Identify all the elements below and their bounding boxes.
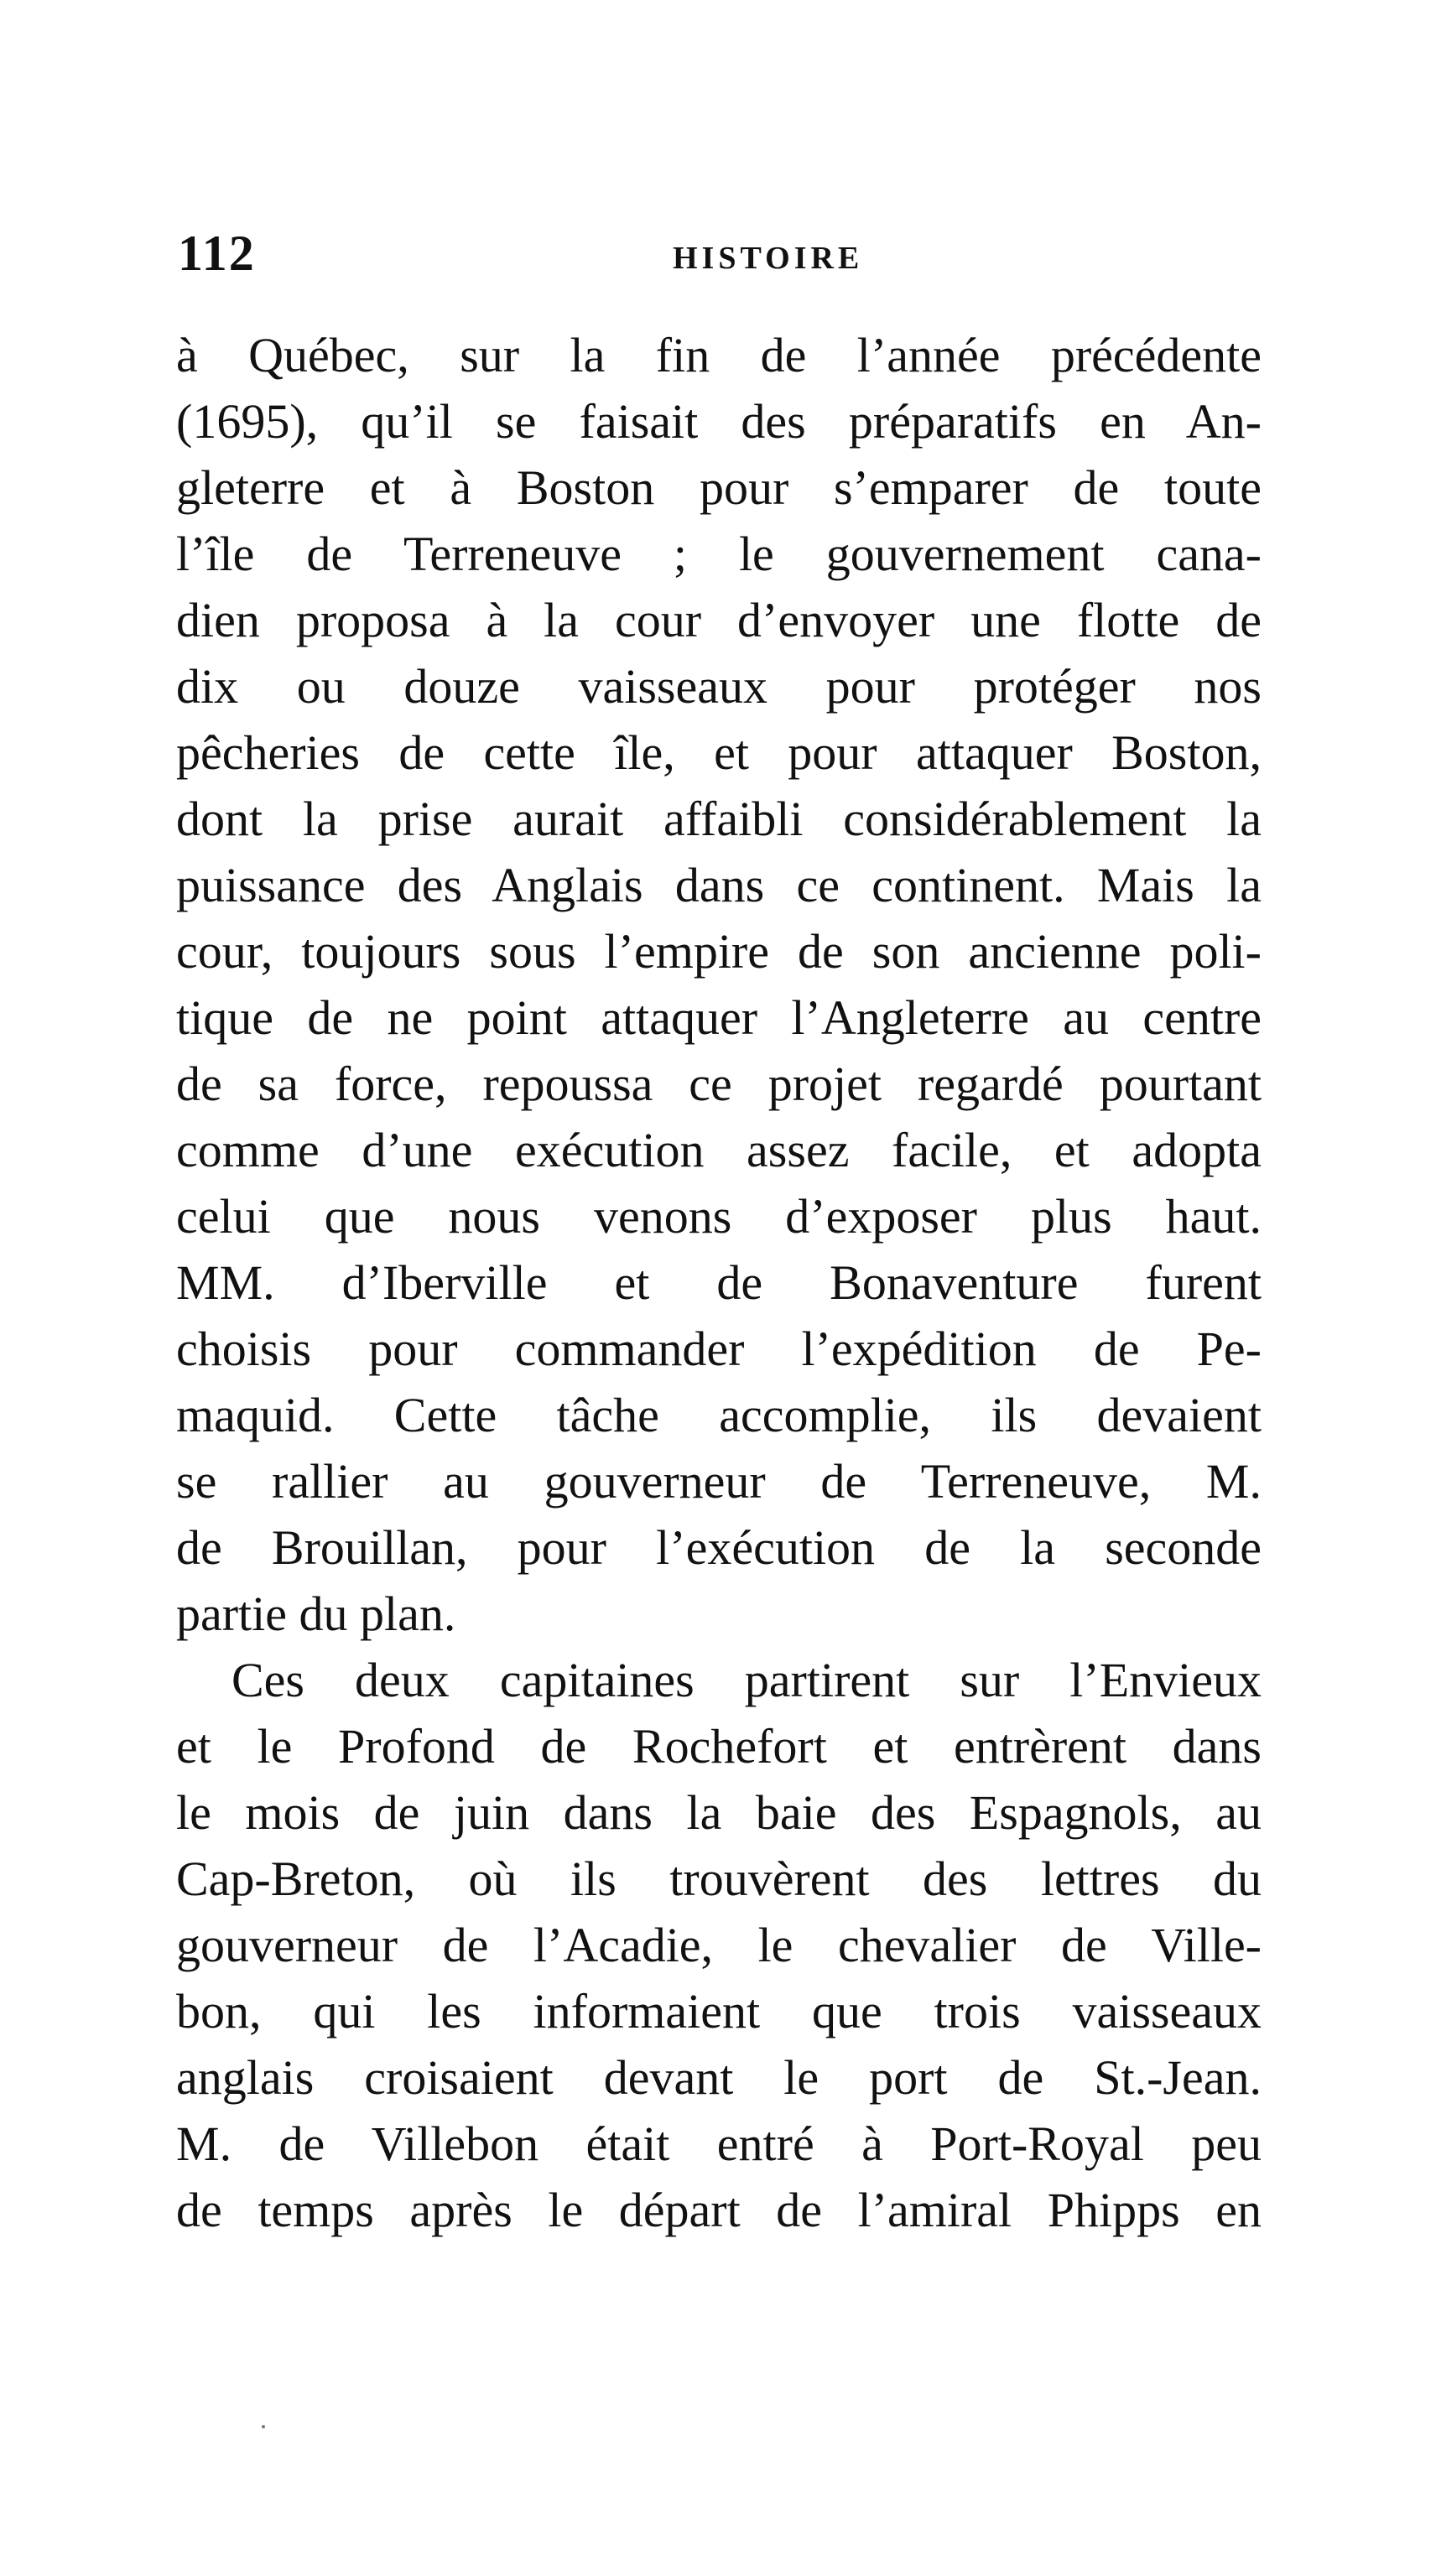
text-line: de temps après le départ de l’amiral Phipps en (176, 2183, 1262, 2237)
text-line: tique de ne point attaquer l’Angleterre au centre (176, 990, 1262, 1045)
text-line: de sa force, repoussa ce projet regardé pourtant (176, 1057, 1262, 1111)
text-line: Ces deux capitaines partirent sur l’Envieux (232, 1653, 1262, 1707)
paragraph (176, 1647, 1262, 2243)
text-line: cour, toujours sous l’empire de son ancienne poli- (176, 924, 1262, 979)
text-line: puissance des Anglais dans ce continent. Mais la (176, 858, 1262, 912)
text-line: choisis pour commander l’expédition de Pe- (176, 1322, 1262, 1376)
text-line: gleterre et à Boston pour s’emparer de toute (176, 460, 1262, 515)
text-line: de Brouillan, pour l’exécution de la seconde (176, 1520, 1262, 1575)
text-line: et le Profond de Rochefort et entrèrent dans (176, 1719, 1262, 1774)
paragraph (176, 322, 1262, 1647)
body-text (176, 322, 1262, 2243)
ink-speck (262, 2425, 265, 2428)
page-number: 112 (178, 226, 256, 281)
text-line: dont la prise aurait affaibli considérablement la (176, 792, 1262, 846)
page-header (178, 225, 1268, 292)
text-line: Cap-Breton, où ils trouvèrent des lettres du (176, 1852, 1262, 1906)
text-line: pêcheries de cette île, et pour attaquer Boston, (176, 725, 1262, 780)
text-line: celui que nous venons d’exposer plus haut. (176, 1189, 1262, 1244)
text-line: bon, qui les informaient que trois vaisseaux (176, 1984, 1262, 2038)
text-line: à Québec, sur la fin de l’année précédente (176, 328, 1262, 382)
text-line: M. de Villebon était entré à Port-Royal peu (176, 2116, 1262, 2171)
text-line: se rallier au gouverneur de Terreneuve, M. (176, 1454, 1262, 1509)
text-line: dix ou douze vaisseaux pour protéger nos (176, 659, 1262, 714)
text-line: l’île de Terreneuve ; le gouvernement cana- (176, 527, 1262, 581)
text-line: gouverneur de l’Acadie, le chevalier de Ville- (176, 1918, 1262, 1972)
text-line: partie du plan. (176, 1587, 456, 1641)
text-line: le mois de juin dans la baie des Espagnols, au (176, 1785, 1262, 1840)
text-line: MM. d’Iberville et de Bonaventure furent (176, 1255, 1262, 1310)
text-line: maquid. Cette tâche accomplie, ils devaient (176, 1388, 1262, 1442)
text-line: (1695), qu’il se faisait des préparatifs en An- (176, 394, 1262, 449)
text-line: dien proposa à la cour d’envoyer une flotte de (176, 593, 1262, 647)
running-title: HISTOIRE (673, 241, 864, 276)
text-line: comme d’une exécution assez facile, et adopta (176, 1123, 1262, 1177)
text-line: anglais croisaient devant le port de St.-Jean. (176, 2050, 1262, 2105)
